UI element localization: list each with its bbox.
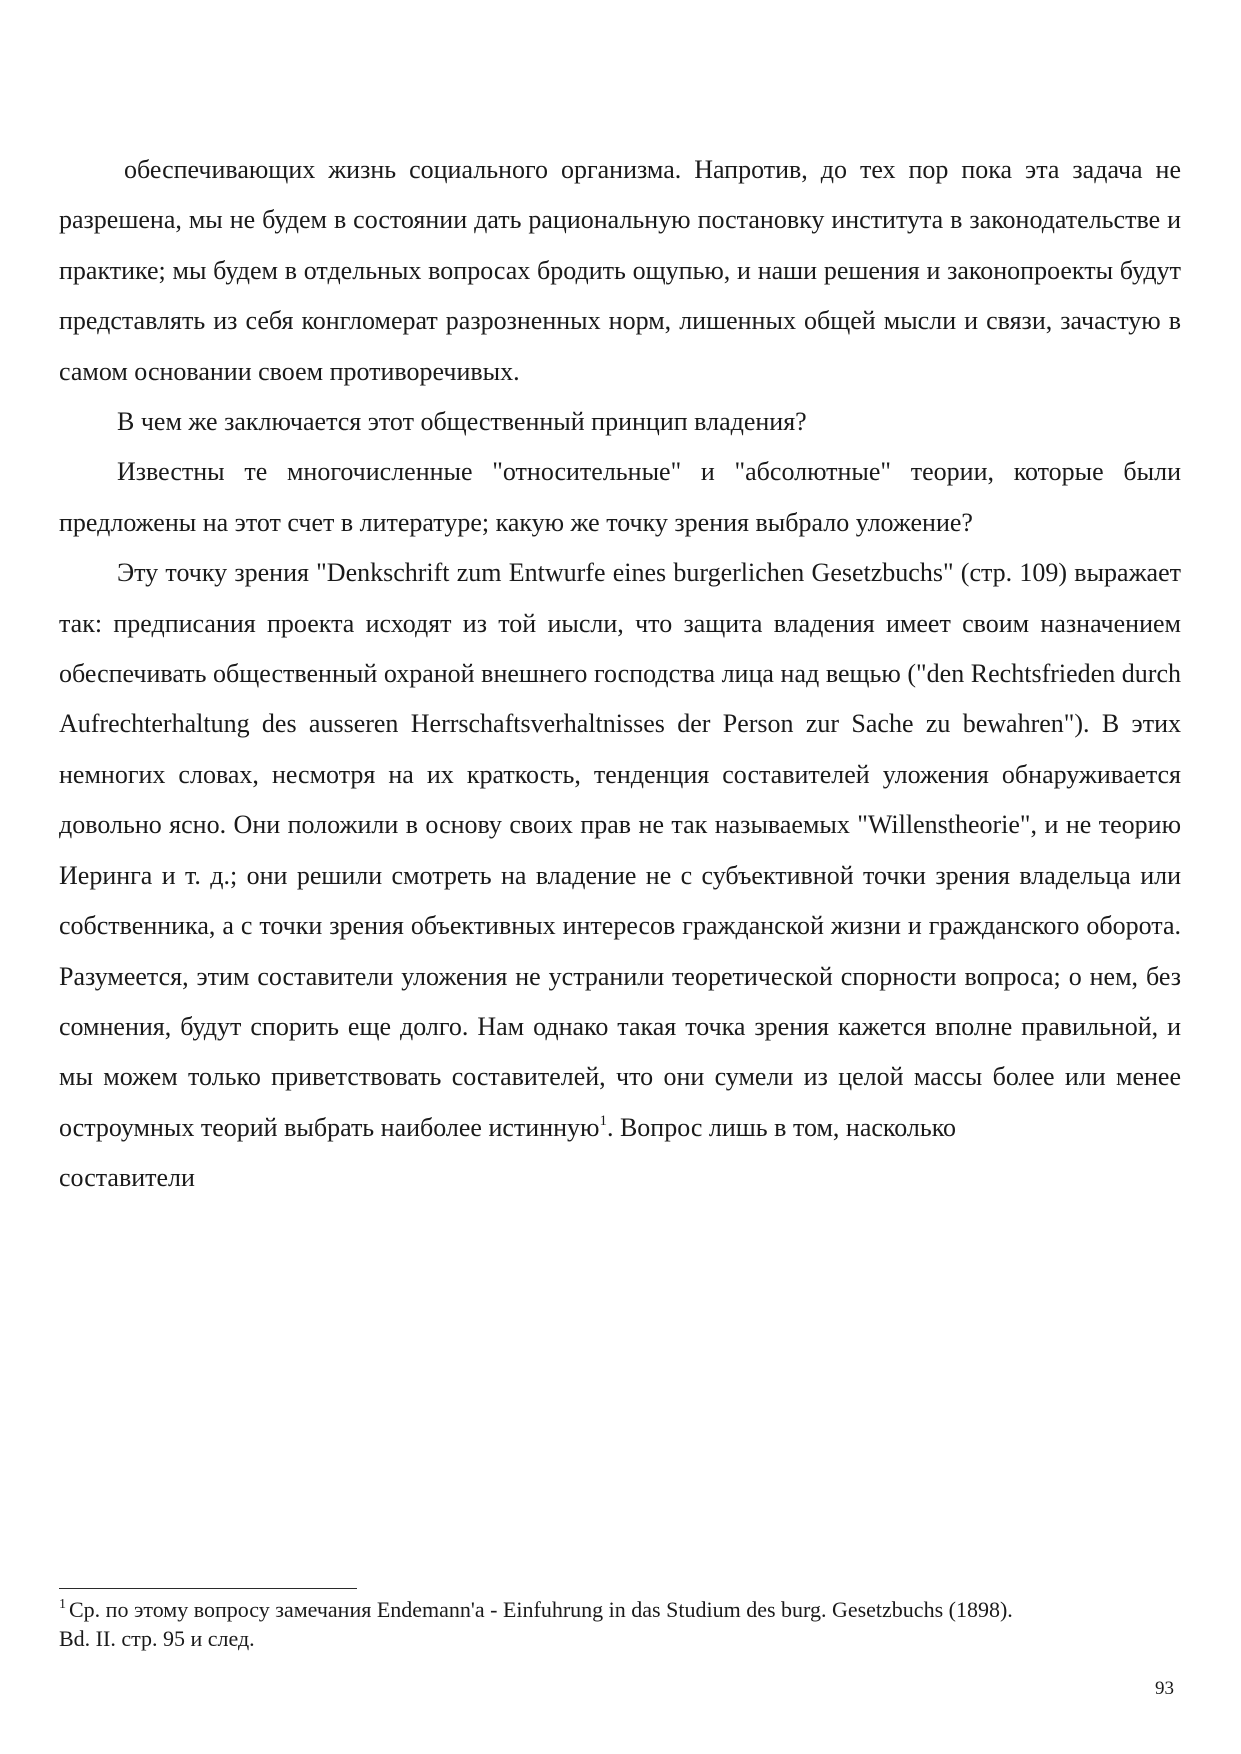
paragraph-with-footnote — [59, 548, 1181, 1153]
page-number: 93 — [1155, 1678, 1174, 1699]
footnote-separator — [59, 1588, 357, 1589]
footnote — [59, 1595, 1159, 1653]
footnote-line-2: Bd. II. стр. 95 и след. — [59, 1626, 255, 1651]
footnote-line-1: Ср. по этому вопросу замечания Endemann'a - Einfuhrung in das Studium des burg. Gesetzbuchs (1898). — [69, 1597, 1013, 1622]
paragraph: Известны те многочисленные "относительные" и "абсолютные" теории, которые были предложены на этот счет в литературе; какую же точку зрения выбрало уложение? — [59, 457, 1181, 537]
paragraph-text: Эту точку зрения "Denkschrift zum Entwurfe eines burgerlichen Gesetzbuchs" (стр. 109) выражает так: предписания проекта исходят из той иысли, что защита владения имеет своим назначением обеспечивать общественный охраной внешнего господства лица над вещью ("den Rechtsfrieden durch Aufrechterhaltung des ausseren Herrschaftsverhaltnisses der Person zur Sache zu bewahren"). В этих немногих словах, несмотря на их краткость, тенденция составителей уложения обнаруживается довольно ясно. Они положили в основу своих прав не так называемых "Willenstheorie", и не теорию Иеринга и т. д.; они решили смотреть на владение не с субъективной точки зрения владельца или собственника, а с точки зрения объективных интересов гражданской жизни и гражданского оборота. Разумеется, этим составители уложения не устранили теоретической спорности вопроса; о нем, без сомнения, будут спорить еще долго. Нам однако такая точка зрения кажется вполне правильной, и мы можем только приветствовать составителей, что они сумели из целой массы более или менее остроумных теорий выбрать наиболее истинную — [59, 558, 1181, 1142]
body-text — [59, 145, 1181, 1204]
paragraph-text-continued: . Вопрос лишь в том, насколько — [606, 1112, 957, 1142]
footnote-marker: 1 — [59, 1597, 66, 1612]
paragraph: составители — [59, 1163, 195, 1193]
paragraph: В чем же заключается этот общественный принцип владения? — [117, 407, 807, 437]
footnote-reference[interactable]: 1 — [599, 1112, 607, 1129]
paragraph: обеспечивающих жизнь социального организма. Напротив, до тех пор пока эта задача не разрешена, мы не будем в состоянии дать рациональную постановку института в законодательстве и практике; мы будем в отдельных вопросах бродить ощупью, и наши решения и законопроекты будут представлять из себя конгломерат разрозненных норм, лишенных общей мысли и связи, зачастую в самом основании своем противоречивых. — [59, 155, 1181, 386]
